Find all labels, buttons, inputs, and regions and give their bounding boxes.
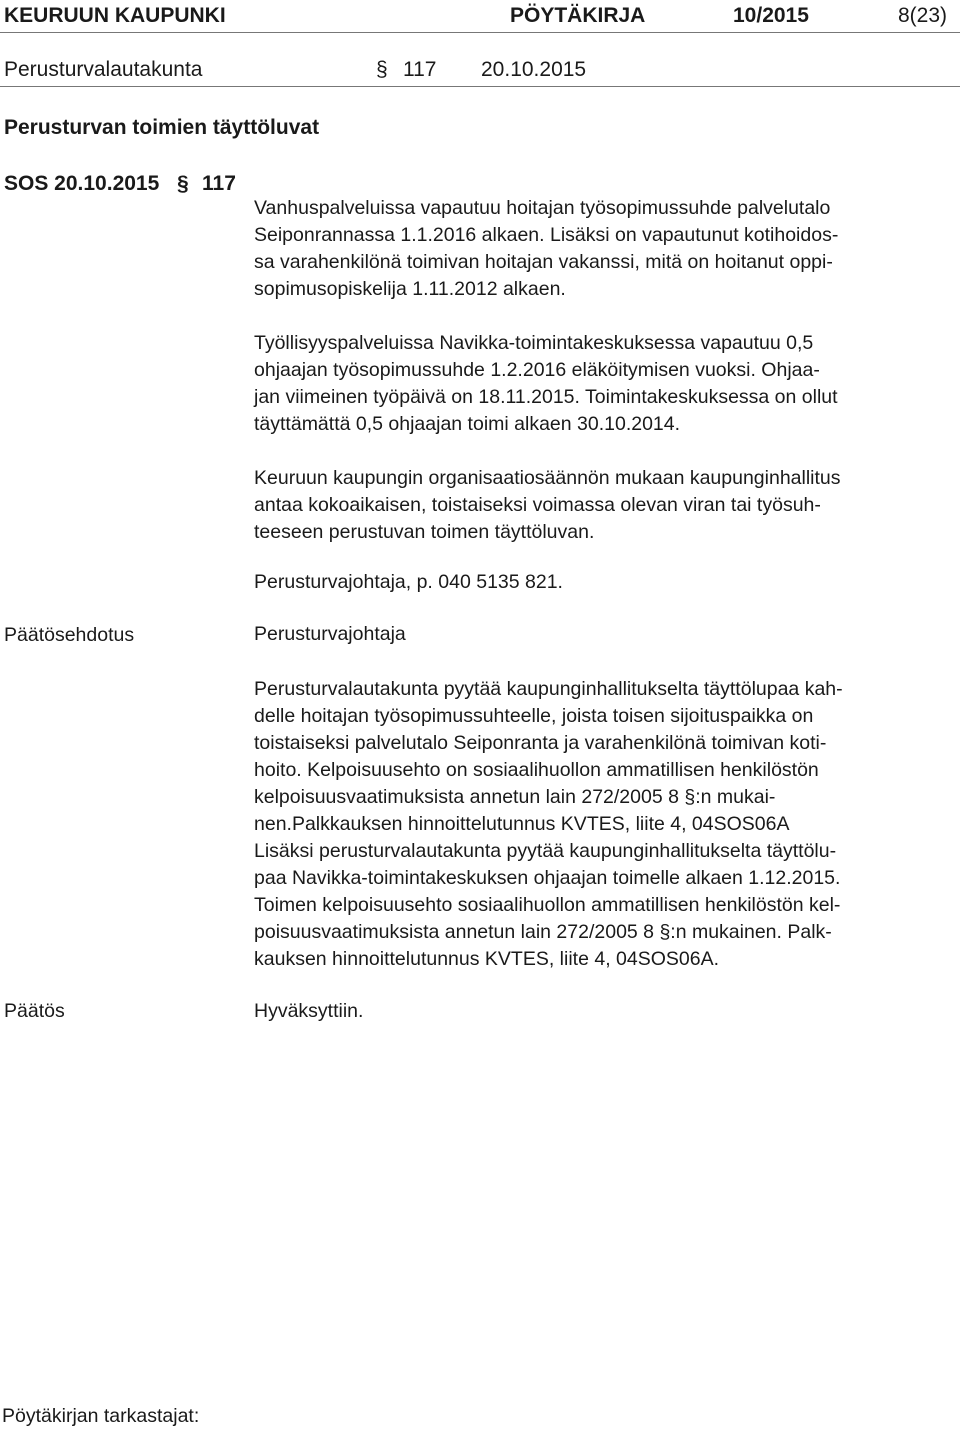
proposal-text xyxy=(254,676,843,973)
decision-text: Hyväksyttiin. xyxy=(254,1000,364,1022)
paragraph-line: Työllisyyspalveluissa Navikka-toimintakeskuksessa vapautuu 0,5 xyxy=(254,332,814,354)
proposal-presenter: Perusturvajohtaja xyxy=(254,623,406,645)
document-type: PÖYTÄKIRJA xyxy=(510,4,646,27)
paragraph-line: teeseen perustuvan toimen täyttöluvan. xyxy=(254,521,595,543)
proposal-line: toistaiseksi palvelutalo Seiponranta ja varahenkilönä toimivan koti- xyxy=(254,732,827,754)
decision-label: Päätös xyxy=(4,1000,65,1022)
paragraph-line: antaa kokoaikaisen, toistaiseksi voimassa olevan viran tai työsuh- xyxy=(254,494,821,516)
proposal-label: Päätösehdotus xyxy=(4,624,135,646)
paragraph-line: täyttämättä 0,5 ohjaajan toimi alkaen 30.10.2014. xyxy=(254,413,681,435)
paragraph-3 xyxy=(254,465,841,546)
paragraph-line: Perusturvajohtaja, p. 040 5135 821. xyxy=(254,571,563,593)
paragraph-line: Vanhuspalveluissa vapautuu hoitajan työsopimussuhde palvelutalo xyxy=(254,197,831,219)
paragraph-1 xyxy=(254,195,838,303)
reference-section-sign: § xyxy=(177,172,189,195)
subheader-divider xyxy=(0,86,960,87)
organization-name: KEURUUN KAUPUNKI xyxy=(4,4,226,27)
board-name: Perusturvalautakunta xyxy=(4,58,203,81)
reference-number: 117 xyxy=(202,172,236,195)
header-divider xyxy=(0,32,960,33)
paragraph-line: Keuruun kaupungin organisaatiosäännön mukaan kaupunginhallitus xyxy=(254,467,841,489)
paragraph-4 xyxy=(254,569,563,596)
paragraph-line: sa varahenkilönä toimivan hoitajan vakanssi, mitä on hoitanut oppi- xyxy=(254,251,833,273)
paragraph-line: jan viimeinen työpäivä on 18.11.2015. Toimintakeskuksessa on ollut xyxy=(254,386,838,408)
section-sign: § xyxy=(376,58,388,81)
reviewers-label: Pöytäkirjan tarkastajat: xyxy=(2,1405,200,1427)
proposal-line: kauksen hinnoittelutunnus KVTES, liite 4, 04SOS06A. xyxy=(254,948,720,970)
proposal-line: nen.Palkkauksen hinnoittelutunnus KVTES, liite 4, 04SOS06A xyxy=(254,813,790,835)
paragraph-line: Seiponrannassa 1.1.2016 alkaen. Lisäksi on vapautunut kotihoidos- xyxy=(254,224,839,246)
proposal-line: Lisäksi perusturvalautakunta pyytää kaupunginhallitukselta täyttölu- xyxy=(254,840,837,862)
paragraph-2 xyxy=(254,330,838,438)
section-title: Perusturvan toimien täyttöluvat xyxy=(4,116,320,139)
paragraph-line: sopimusopiskelija 1.11.2012 alkaen. xyxy=(254,278,566,300)
proposal-line: poisuusvaatimuksista annetun lain 272/2005 8 §:n mukainen. Palk- xyxy=(254,921,832,943)
proposal-line: hoito. Kelpoisuusehto on sosiaalihuollon ammatillisen henkilöstön xyxy=(254,759,819,781)
proposal-line: delle hoitajan työsopimussuhteelle, joista toisen sijoituspaikka on xyxy=(254,705,814,727)
proposal-line: kelpoisuusvaatimuksista annetun lain 272/2005 8 §:n mukai- xyxy=(254,786,776,808)
reference-code: SOS 20.10.2015 xyxy=(4,172,160,195)
section-number: 117 xyxy=(403,58,437,81)
page-number: 8(23) xyxy=(898,4,948,27)
document-number: 10/2015 xyxy=(733,4,809,27)
proposal-line: paa Navikka-toimintakeskuksen ohjaajan toimelle alkaen 1.12.2015. xyxy=(254,867,841,889)
meeting-date: 20.10.2015 xyxy=(481,58,587,81)
proposal-line: Toimen kelpoisuusehto sosiaalihuollon ammatillisen henkilöstön kel- xyxy=(254,894,841,916)
proposal-line: Perusturvalautakunta pyytää kaupunginhallitukselta täyttölupaa kah- xyxy=(254,678,843,700)
paragraph-line: ohjaajan työsopimussuhde 1.2.2016 eläköitymisen vuoksi. Ohjaa- xyxy=(254,359,820,381)
